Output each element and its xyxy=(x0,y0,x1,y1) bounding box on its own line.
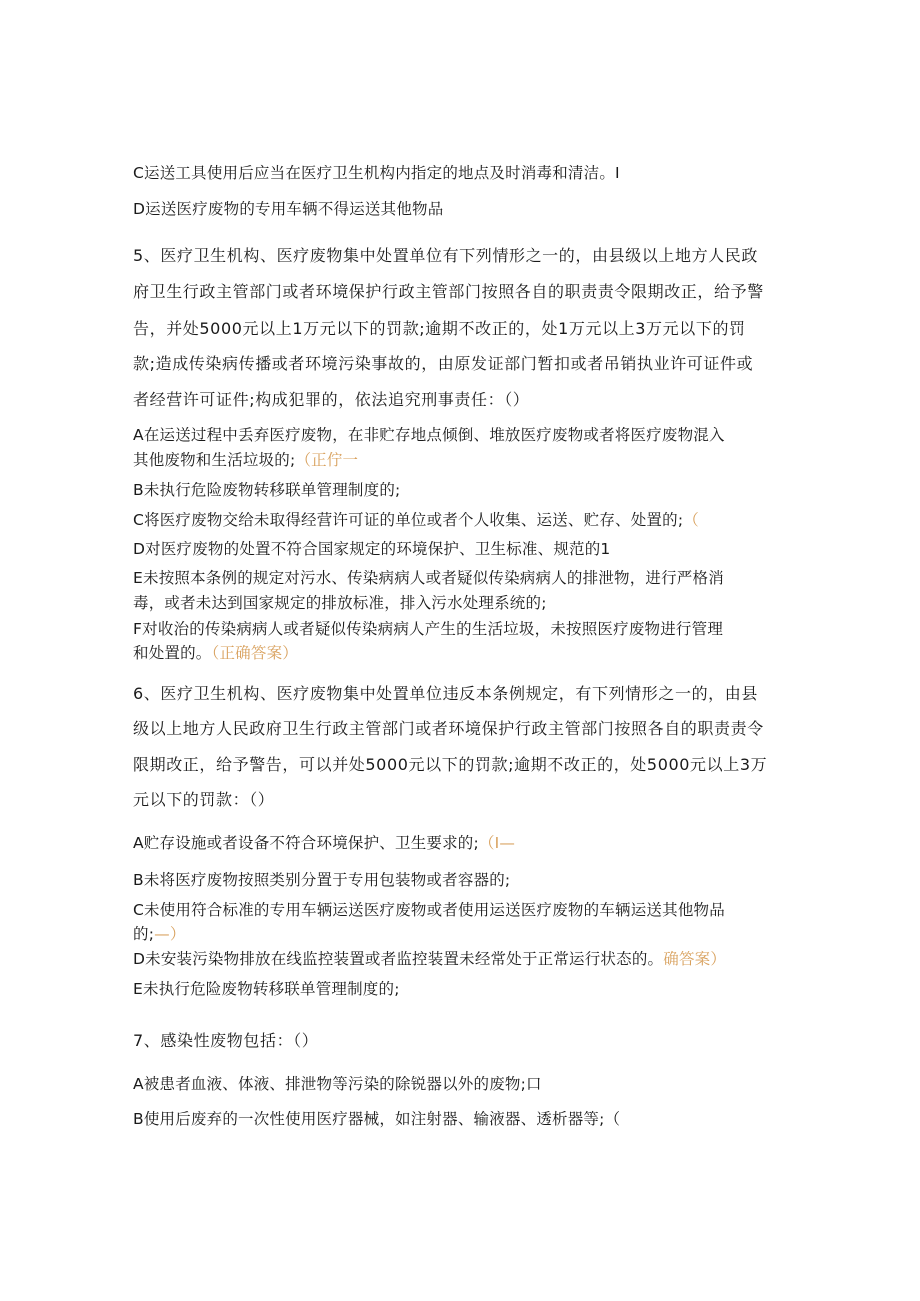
q5-option-f-answer-mark: （正确答案） xyxy=(211,644,298,662)
q5-stem-line-2: 府卫生行政主管部门或者环境保护行政主管部门按照各自的职责责令限期改正，给予警 xyxy=(133,282,764,301)
q6-option-c-text: 的; xyxy=(133,925,155,943)
q6-option-a-answer-mark: （I— xyxy=(478,834,516,852)
q6-option-b: B未将医疗废物按照类别分置于专用包装物或者容器的; xyxy=(133,871,511,889)
q5-option-c-text: C将医疗废物交给未取得经营许可证的单位或者个人收集、运送、贮存、处置的; xyxy=(133,511,684,529)
q5-option-f-line-1: F对收治的传染病病人或者疑似传染病病人产生的生活垃圾，未按照医疗废物进行管理 xyxy=(133,620,724,638)
q5-option-a-answer-mark: （正佇一 xyxy=(295,451,359,469)
q6-option-d-answer-mark: 确答案） xyxy=(663,950,727,968)
q5-option-b: B未执行危险废物转移联单管理制度的; xyxy=(133,481,401,499)
q7-option-b: B使用后废弃的一次性使用医疗器械，如注射器、输液器、透析器等;（ xyxy=(133,1110,621,1128)
q5-stem-line-3: 告，并处5000元以上1万元以下的罚款;逾期不改正的，处1万元以上3万元以下的罚 xyxy=(133,319,746,338)
q5-option-f-text: 和处置的。 xyxy=(133,644,212,662)
q4-option-c: C运送工具使用后应当在医疗卫生机构内指定的地点及时消毒和清洁。I xyxy=(133,164,620,182)
q5-option-f-line-2 xyxy=(133,642,298,664)
q6-stem-line-3: 限期改正，给予警告，可以并处5000元以下的罚款;逾期不改正的，处5000元以上3万 xyxy=(133,755,768,774)
q6-option-e: E未执行危险废物转移联单管理制度的; xyxy=(133,980,400,998)
q5-option-e-line-2: 毒，或者未达到国家规定的排放标准，排入污水处理系统的; xyxy=(133,594,547,612)
q5-option-c-answer-mark: （ xyxy=(683,511,699,529)
q5-option-a-line-1: A在运送过程中丢弃医疗废物，在非贮存地点倾倒、堆放医疗废物或者将医疗废物混入 xyxy=(133,426,725,444)
q6-stem-line-4: 元以下的罚款：（） xyxy=(133,790,275,809)
q5-option-c xyxy=(133,509,699,531)
q7-option-a: A被患者血液、体液、排泄物等污染的除锐器以外的废物;口 xyxy=(133,1075,542,1093)
q5-stem-line-5: 者经营许可证件;构成犯罪的，依法追究刑事责任：（） xyxy=(133,390,530,409)
q6-option-c-line-1: C未使用符合标准的专用车辆运送医疗废物或者使用运送医疗废物的车辆运送其他物品 xyxy=(133,901,725,919)
q7-stem: 7、感染性废物包括：（） xyxy=(133,1031,319,1050)
q6-stem-line-2: 级以上地方人民政府卫生行政主管部门或者环境保护行政主管部门按照各自的职责责令 xyxy=(133,719,764,738)
q5-option-a-line-2 xyxy=(133,449,358,471)
q6-option-c-line-2 xyxy=(133,923,186,945)
q6-option-a-text: A贮存设施或者设备不符合环境保护、卫生要求的; xyxy=(133,834,479,852)
q5-option-e-line-1: E未按照本条例的规定对污水、传染病病人或者疑似传染病病人的排泄物，进行严格消 xyxy=(133,569,724,587)
q6-option-a xyxy=(133,832,515,854)
q5-option-d: D对医疗废物的处置不符合国家规定的环境保护、卫生标准、规范的1 xyxy=(133,540,611,558)
q6-option-c-answer-mark: —） xyxy=(154,925,186,943)
q4-option-d: D运送医疗废物的专用车辆不得运送其他物品 xyxy=(133,200,444,218)
q5-option-a-text: 其他废物和生活垃圾的; xyxy=(133,451,296,469)
q5-stem-line-1: 5、医疗卫生机构、医疗废物集中处置单位有下列情形之一的，由县级以上地方人民政 xyxy=(133,246,758,265)
q6-option-d xyxy=(133,948,726,970)
q6-option-d-text: D未安装污染物排放在线监控装置或者监控装置未经常处于正常运行状态的。 xyxy=(133,950,664,968)
q5-stem-line-4: 款;造成传染病传播或者环境污染事故的，由原发证部门暂扣或者吊销执业许可证件或 xyxy=(133,354,754,373)
q6-stem-line-1: 6、医疗卫生机构、医疗废物集中处置单位违反本条例规定，有下列情形之一的，由县 xyxy=(133,684,758,703)
